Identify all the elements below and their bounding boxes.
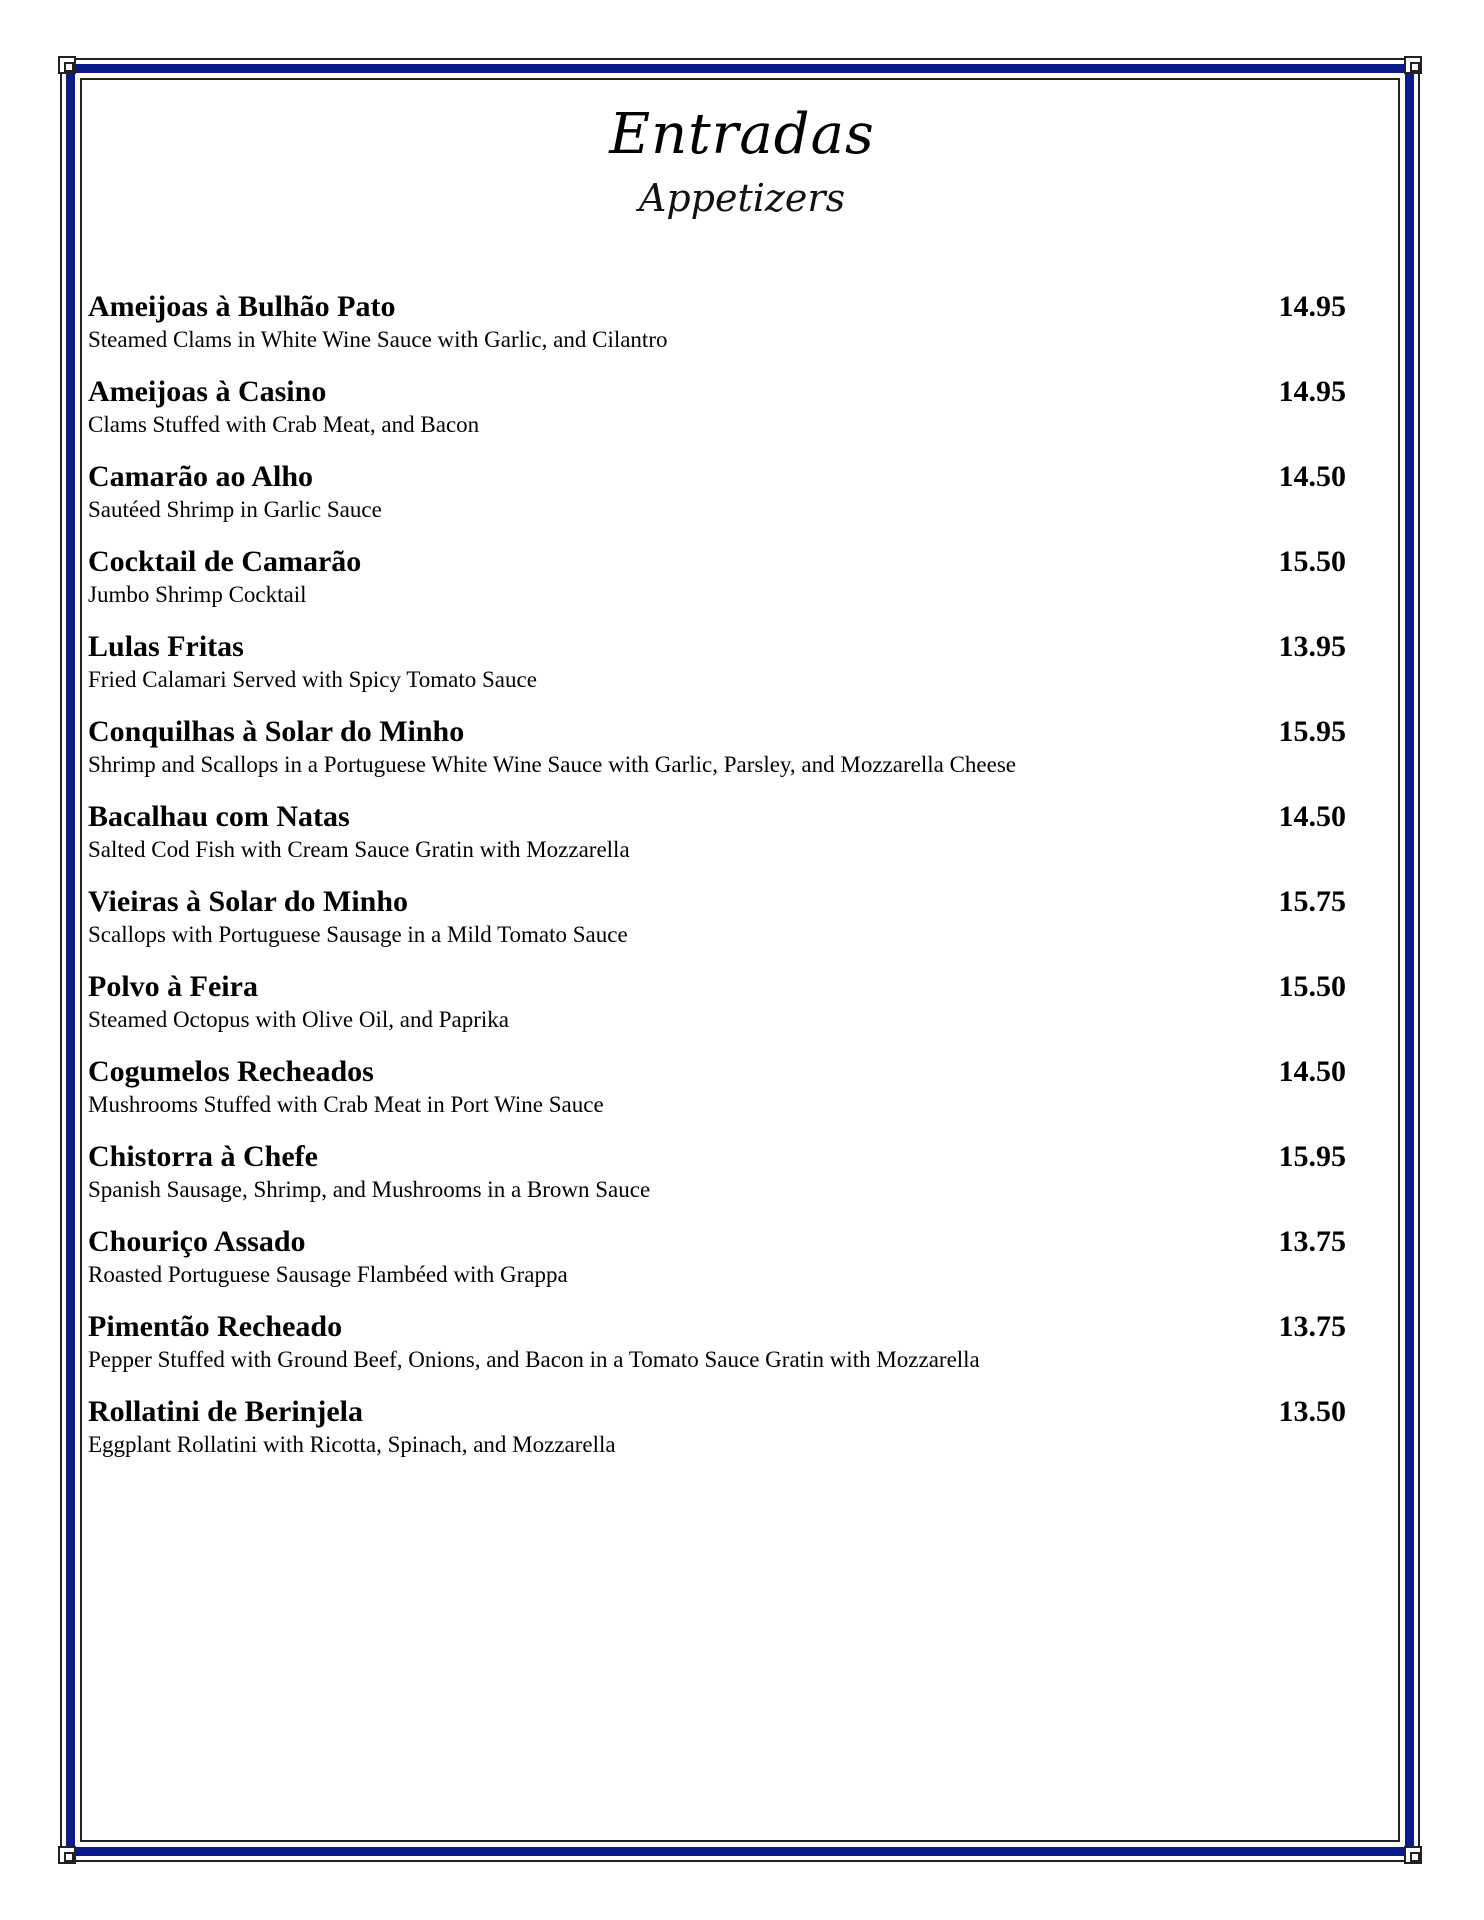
item-description: Clams Stuffed with Crab Meat, and Bacon bbox=[88, 412, 480, 437]
page-title: Entradas bbox=[609, 102, 875, 167]
item-price: 15.95 bbox=[1278, 715, 1346, 748]
corner-ornament bbox=[58, 1846, 76, 1864]
item-name: Bacalhau com Natas bbox=[88, 800, 350, 833]
item-description: Roasted Portuguese Sausage Flambéed with Grappa bbox=[88, 1262, 568, 1287]
item-price: 14.95 bbox=[1278, 290, 1346, 323]
item-name: Camarão ao Alho bbox=[88, 460, 313, 493]
item-description: Salted Cod Fish with Cream Sauce Gratin with Mozzarella bbox=[88, 837, 630, 862]
item-price: 14.50 bbox=[1278, 460, 1346, 493]
menu-item bbox=[88, 968, 1358, 1053]
item-name: Lulas Fritas bbox=[88, 630, 244, 663]
item-name: Rollatini de Berinjela bbox=[88, 1395, 363, 1428]
item-price: 15.50 bbox=[1278, 970, 1346, 1003]
menu-item bbox=[88, 1393, 1358, 1478]
item-name: Ameijoas à Bulhão Pato bbox=[88, 290, 396, 323]
item-price: 13.95 bbox=[1278, 630, 1346, 663]
menu-list bbox=[88, 288, 1358, 1478]
menu-item bbox=[88, 1223, 1358, 1308]
item-name: Pimentão Recheado bbox=[88, 1310, 343, 1343]
item-name: Ameijoas à Casino bbox=[88, 375, 327, 408]
item-description: Shrimp and Scallops in a Portuguese White Wine Sauce with Garlic, Parsley, and Mozzarella Cheese bbox=[88, 752, 1016, 777]
item-name: Cogumelos Recheados bbox=[88, 1055, 374, 1088]
item-description: Fried Calamari Served with Spicy Tomato Sauce bbox=[88, 667, 537, 692]
item-description: Steamed Octopus with Olive Oil, and Paprika bbox=[88, 1007, 509, 1032]
item-name: Polvo à Feira bbox=[88, 970, 258, 1003]
corner-ornament bbox=[58, 56, 76, 74]
item-description: Pepper Stuffed with Ground Beef, Onions, and Bacon in a Tomato Sauce Gratin with Mozzarella bbox=[88, 1347, 980, 1372]
item-price: 13.75 bbox=[1278, 1310, 1346, 1343]
item-name: Cocktail de Camarão bbox=[88, 545, 362, 578]
corner-ornament bbox=[1404, 56, 1422, 74]
item-price: 14.95 bbox=[1278, 375, 1346, 408]
menu-item bbox=[88, 458, 1358, 543]
item-price: 14.50 bbox=[1278, 800, 1346, 833]
item-description: Sautéed Shrimp in Garlic Sauce bbox=[88, 497, 382, 522]
menu-item bbox=[88, 1308, 1358, 1393]
menu-item bbox=[88, 288, 1358, 373]
item-description: Scallops with Portuguese Sausage in a Mild Tomato Sauce bbox=[88, 922, 628, 947]
menu-item bbox=[88, 798, 1358, 883]
item-price: 15.50 bbox=[1278, 545, 1346, 578]
page-subtitle: Appetizers bbox=[638, 176, 846, 220]
menu-item bbox=[88, 628, 1358, 713]
item-name: Chouriço Assado bbox=[88, 1225, 306, 1258]
corner-ornament bbox=[1404, 1846, 1422, 1864]
menu-item bbox=[88, 543, 1358, 628]
menu-item bbox=[88, 713, 1358, 798]
item-description: Jumbo Shrimp Cocktail bbox=[88, 582, 307, 607]
menu-item bbox=[88, 1138, 1358, 1223]
item-name: Conquilhas à Solar do Minho bbox=[88, 715, 465, 748]
item-description: Eggplant Rollatini with Ricotta, Spinach, and Mozzarella bbox=[88, 1432, 616, 1457]
item-price: 13.50 bbox=[1278, 1395, 1346, 1428]
item-price: 15.95 bbox=[1278, 1140, 1346, 1173]
item-description: Spanish Sausage, Shrimp, and Mushrooms in a Brown Sauce bbox=[88, 1177, 651, 1202]
menu-item bbox=[88, 373, 1358, 458]
menu-item bbox=[88, 883, 1358, 968]
menu-item bbox=[88, 1053, 1358, 1138]
item-price: 14.50 bbox=[1278, 1055, 1346, 1088]
item-price: 15.75 bbox=[1278, 885, 1346, 918]
item-description: Steamed Clams in White Wine Sauce with Garlic, and Cilantro bbox=[88, 327, 668, 352]
item-name: Chistorra à Chefe bbox=[88, 1140, 318, 1173]
item-description: Mushrooms Stuffed with Crab Meat in Port Wine Sauce bbox=[88, 1092, 604, 1117]
item-price: 13.75 bbox=[1278, 1225, 1346, 1258]
item-name: Vieiras à Solar do Minho bbox=[88, 885, 409, 918]
